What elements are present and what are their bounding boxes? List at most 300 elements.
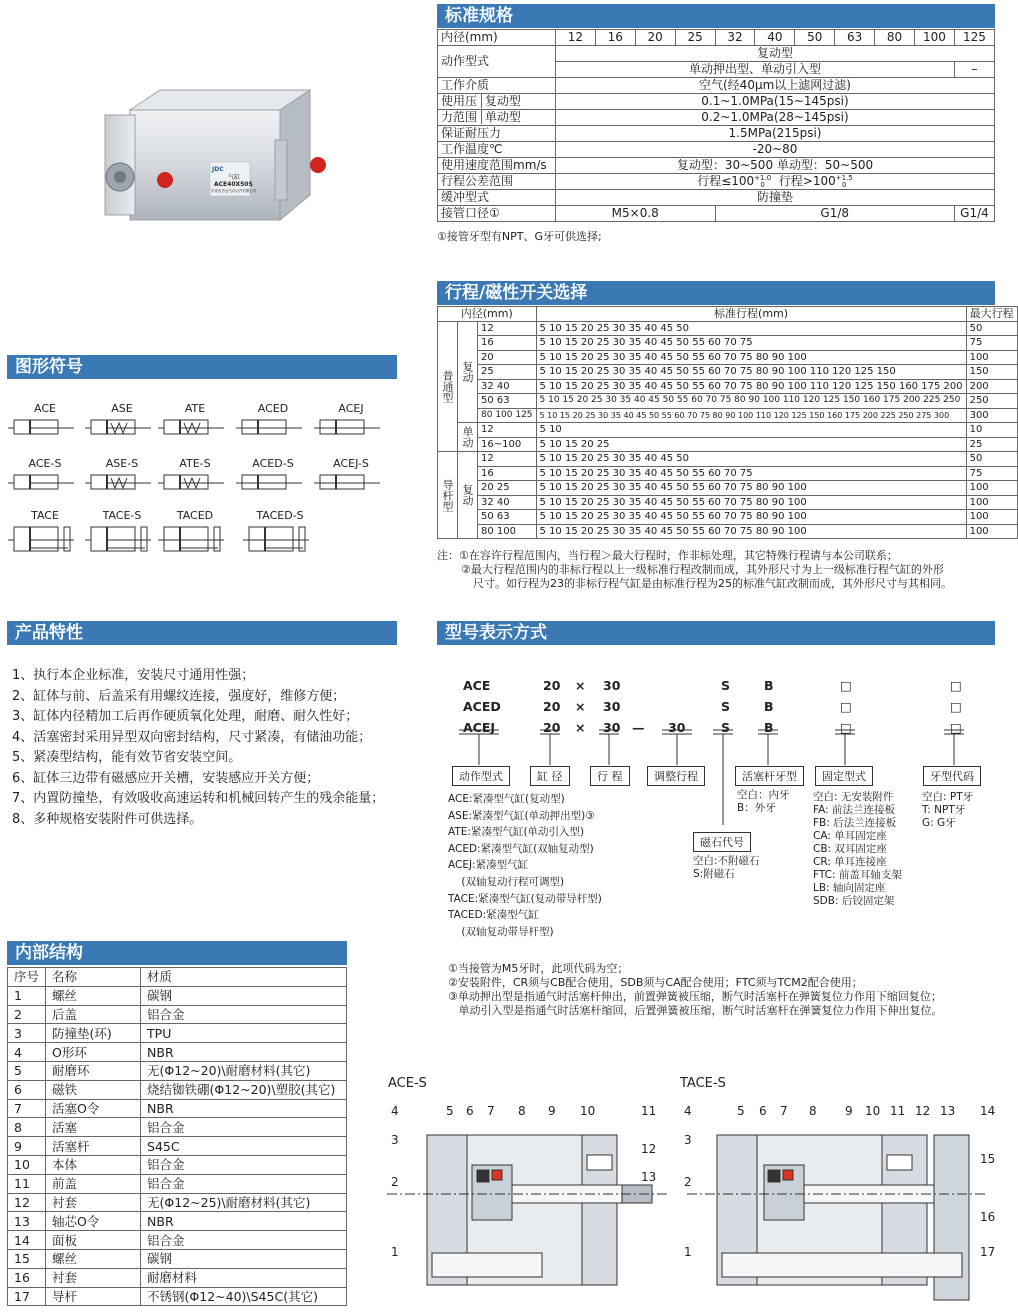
model-code-cell: × — [575, 678, 586, 693]
tol-2-sup: +1.5 — [835, 173, 853, 182]
model-box-port: 牙型代码 — [923, 766, 981, 786]
spec-proof-label: 保证耐压力 — [438, 126, 556, 142]
symbol-ace-icon — [8, 417, 78, 439]
bore-cell: 25 — [478, 365, 537, 380]
max-cell: 100 — [966, 481, 1017, 496]
inner-name-cell: 衬套 — [46, 1193, 141, 1212]
inner-row — [8, 1080, 347, 1099]
inner-name-cell: 防撞垫(环) — [46, 1024, 141, 1043]
spec-action-label: 动作型式 — [438, 46, 556, 78]
symbol-label-acej-s: ACEJ-S — [333, 457, 369, 470]
inner-header: 内部结构 — [7, 941, 347, 965]
inner-mat-cell: 无(Φ12~25)\耐磨材料(其它) — [141, 1193, 347, 1212]
inner-no-cell: 14 — [8, 1231, 46, 1250]
model-code-cell: □ — [840, 720, 852, 735]
max-cell: 50 — [966, 321, 1017, 336]
inner-h-name: 名称 — [46, 968, 141, 987]
model-code-cell: — — [632, 720, 645, 735]
inner-row — [8, 1155, 347, 1174]
inner-row — [8, 1061, 347, 1080]
callout-number: 9 — [548, 1104, 556, 1118]
type-single: 单动 — [458, 423, 478, 452]
action-item: ACED:紧凑型气缸(双轴复动型) — [448, 842, 594, 855]
max-cell: 200 — [966, 379, 1017, 394]
action-item: ASE:紧凑型气缸(单动押出型)③ — [448, 809, 595, 822]
callout-number: 6 — [466, 1104, 474, 1118]
callout-number: 7 — [780, 1104, 788, 1118]
stroke-cell: 5 10 15 20 25 30 35 40 45 50 — [536, 452, 966, 467]
stroke-cell: 5 10 15 20 25 30 35 40 45 50 — [536, 321, 966, 336]
inner-mat-cell: 烧结铷铁硼(Φ12~20)\塑胶(其它) — [141, 1080, 347, 1099]
features-list — [12, 666, 384, 830]
bore-cell: 16~100 — [478, 437, 537, 452]
mag-item: 空白:不附磁石 — [693, 855, 760, 867]
callout-number: 6 — [759, 1104, 767, 1118]
bore-cell: 125 — [954, 30, 994, 46]
action-item: (双轴复动带导杆型) — [448, 925, 554, 938]
spec-action-2: 单动押出型、单动引入型 — [555, 62, 954, 78]
inner-no-cell: 8 — [8, 1118, 46, 1137]
mag-item: S:附磁石 — [693, 868, 735, 880]
model-code-cell: ACEJ — [463, 720, 496, 735]
inner-name-cell: 前盖 — [46, 1174, 141, 1193]
inner-row — [8, 1024, 347, 1043]
spec-medium-value: 空气(经40μm以上滤网过滤) — [555, 78, 994, 94]
spec-temp-label: 工作温度℃ — [438, 142, 556, 158]
callout-number: 8 — [809, 1104, 817, 1118]
features-header: 产品特性 — [7, 621, 397, 645]
mount-item: FA: 前法兰连接板 — [813, 804, 895, 816]
tol-1-sup: +1.0 — [754, 173, 772, 182]
symbol-label-ate-s: ATE-S — [179, 457, 211, 470]
symbol-label-ase-s: ASE-S — [105, 457, 139, 470]
model-note: ③单动押出型是指通气时活塞杆伸出，前置弹簧被压缩，断气时活塞杆在弹簧复位力作用下缩回复位； — [448, 990, 942, 1003]
max-cell: 25 — [966, 437, 1017, 452]
symbol-label-ace-s: ACE-S — [28, 457, 62, 470]
stroke-cell: 5 10 15 20 25 30 35 40 45 50 55 60 70 75 80 90 100 — [536, 510, 966, 525]
spec-cushion-value: 防撞垫 — [555, 190, 994, 206]
inner-name-cell: 螺丝 — [46, 1249, 141, 1268]
stroke-cell: 5 10 15 20 25 30 35 40 45 50 55 60 70 75 80 90 100 110 120 125 150 160 175 200 — [536, 379, 966, 394]
inner-no-cell: 1 — [8, 986, 46, 1005]
callout-number: 11 — [641, 1104, 657, 1118]
symbol-label-taced-s: TACED-S — [256, 509, 304, 522]
stroke-cell: 5 10 15 20 25 30 35 40 45 50 55 60 70 75 80 90 100 — [536, 481, 966, 496]
max-cell: 100 — [966, 524, 1017, 539]
mount-item: SDB: 后铰固定架 — [813, 895, 895, 907]
spec-header: 标准规格 — [437, 4, 995, 28]
model-code-cell: B — [764, 720, 774, 735]
symbol-acej-icon — [314, 417, 384, 439]
action-item: TACED:紧凑型气缸 — [448, 909, 539, 922]
bore-cell: 25 — [675, 30, 715, 46]
max-cell: 300 — [966, 408, 1017, 423]
symbol-taced-s-icon — [243, 524, 313, 556]
port-item: T: NPT牙 — [922, 804, 966, 816]
symbol-ase-icon — [85, 417, 155, 439]
inner-mat-cell: 铝合金 — [141, 1005, 347, 1024]
inner-mat-cell: 不锈钢(Φ12~40)\S45C(其它) — [141, 1287, 347, 1306]
bore-cell: 50 — [795, 30, 835, 46]
callout-number: 4 — [684, 1104, 692, 1118]
symbol-tace-s-icon — [85, 524, 155, 556]
inner-no-cell: 3 — [8, 1024, 46, 1043]
stroke-note-3: 尺寸。如行程为23的非标行程气缸是由标准行程为25的标准气缸改制而成，其外形尺寸与其相同。 — [473, 577, 952, 590]
stroke-h-max: 最大行程 — [966, 307, 1017, 322]
callout-number: 9 — [845, 1104, 853, 1118]
model-code-cell: 20 — [543, 678, 561, 693]
stroke-cell: 5 10 15 20 25 30 35 40 45 50 55 60 70 75 80 90 100 110 120 125 150 — [536, 365, 966, 380]
inner-row — [8, 1249, 347, 1268]
inner-name-cell: 面板 — [46, 1231, 141, 1250]
inner-name-cell: 导杆 — [46, 1287, 141, 1306]
feature-item: 8、多种规格安装附件可供选择。 — [12, 811, 203, 827]
inner-no-cell: 16 — [8, 1268, 46, 1287]
feature-item: 5、紧凑型结构，能有效节省安装空间。 — [12, 750, 242, 765]
spec-press-label-a — [438, 94, 556, 110]
inner-h-no: 序号 — [8, 968, 46, 987]
inner-mat-cell: TPU — [141, 1024, 347, 1043]
inner-mat-cell: 铝合金 — [141, 1174, 347, 1193]
inner-name-cell: 本体 — [46, 1155, 141, 1174]
press-b: 力范围 — [441, 110, 478, 124]
model-code-cell: S — [721, 678, 731, 693]
inner-row — [8, 1118, 347, 1137]
action-item: ACE:紧凑型气缸(复动型) — [448, 793, 565, 805]
symbol-acej-s-icon — [314, 472, 384, 494]
inner-name-cell: 后盖 — [46, 1005, 141, 1024]
inner-row — [8, 1212, 347, 1231]
thread-list — [737, 789, 790, 815]
inner-mat-cell: NBR — [141, 1043, 347, 1062]
model-box-thread: 活塞杆牙型 — [735, 766, 804, 786]
bore-cell: 50 63 — [478, 510, 537, 525]
bore-cell: 32 — [715, 30, 755, 46]
mount-item: FTC: 前盖耳轴支架 — [813, 869, 902, 881]
inner-no-cell: 6 — [8, 1080, 46, 1099]
symbol-ase-s-icon — [85, 472, 155, 494]
model-note: ①当接管为M5牙时，此项代码为空； — [448, 962, 629, 975]
inner-mat-cell: 无(Φ12~20)\耐磨材料(其它) — [141, 1061, 347, 1080]
spec-port-1: M5×0.8 — [555, 206, 715, 222]
symbol-ate-s-icon — [158, 472, 228, 494]
spec-port-2: G1/8 — [715, 206, 954, 222]
model-code-cell: 30 — [603, 699, 621, 714]
spec-tol-label: 行程公差范围 — [438, 174, 556, 190]
inner-name-cell: 活塞O令 — [46, 1099, 141, 1118]
stroke-h-std: 标准行程(mm) — [536, 307, 966, 322]
action-list — [448, 791, 602, 940]
product-photo — [90, 80, 350, 250]
feature-item: 7、内置防撞垫，有效吸收高速运转和机械回转产生的残余能量； — [12, 791, 385, 806]
spec-speed-label: 使用速度范围mm/s — [438, 158, 556, 174]
symbol-label-acej: ACEJ — [338, 402, 364, 415]
model-code-cell: ACE — [463, 678, 491, 693]
inner-name-cell: 活塞 — [46, 1118, 141, 1137]
symbol-label-tace-s: TACE-S — [102, 509, 142, 522]
stroke-note-1: 注：①在容许行程范围内，当行程＞最大行程时，作非标处理，其它特殊行程请与本公司联系； — [437, 549, 898, 562]
max-cell: 100 — [966, 350, 1017, 365]
stroke-cell: 5 10 15 20 25 30 35 40 45 50 55 60 70 75 80 90 100 110 120 125 150 160 175 200 225 250 275 300 — [536, 408, 966, 423]
callout-number: 2 — [684, 1175, 692, 1189]
inner-row — [8, 1099, 347, 1118]
max-cell: 10 — [966, 423, 1017, 438]
symbol-label-ate: ATE — [184, 402, 206, 415]
stroke-header: 行程/磁性开关选择 — [437, 281, 995, 305]
type-double-guide: 复动 — [458, 452, 478, 539]
label-model: ACE40X50S — [214, 181, 253, 188]
symbol-label-tace: TACE — [31, 509, 59, 522]
bore-cell: 80 100 125 — [478, 408, 537, 423]
bore-cell: 63 — [835, 30, 875, 46]
bore-cell: 12 — [478, 452, 537, 467]
inner-name-cell: 磁铁 — [46, 1080, 141, 1099]
bore-cell: 12 — [478, 321, 537, 336]
inner-name-cell: 活塞杆 — [46, 1137, 141, 1156]
stroke-note-2: ②最大行程范围内的非标行程以上一级标准行程改制而成，其外形尺寸为上一级标准行程气缸的外形 — [461, 563, 944, 576]
max-cell: 100 — [966, 495, 1017, 510]
model-box-mag: 磁石代号 — [693, 832, 751, 852]
inner-no-cell: 5 — [8, 1061, 46, 1080]
model-code-cell: □ — [840, 678, 852, 693]
model-code-cell: ACED — [463, 699, 501, 714]
model-box-mount: 固定型式 — [815, 766, 873, 786]
spec-press-label-b — [438, 110, 556, 126]
model-code-cell: □ — [840, 699, 852, 714]
group-normal: 普通型 — [438, 321, 458, 452]
callout-number: 3 — [684, 1133, 692, 1147]
spec-proof-value: 1.5MPa(215psi) — [555, 126, 994, 142]
inner-row — [8, 1174, 347, 1193]
stroke-cell: 5 10 15 20 25 30 35 40 45 50 55 60 70 75 80 90 100 — [536, 524, 966, 539]
inner-name-cell: 轴芯O令 — [46, 1212, 141, 1231]
max-cell: 75 — [966, 336, 1017, 351]
press-a: 使用压 — [441, 94, 478, 108]
inner-mat-cell: 碳钢 — [141, 986, 347, 1005]
spec-medium-label: 工作介质 — [438, 78, 556, 94]
press-d: 复动型 — [481, 94, 521, 108]
bore-cell: 16 — [595, 30, 635, 46]
stroke-table — [437, 306, 1018, 539]
callout-number: 5 — [446, 1104, 454, 1118]
symbol-label-ace: ACE — [34, 402, 56, 415]
callout-number: 11 — [890, 1104, 906, 1118]
callout-number: 14 — [980, 1104, 996, 1118]
symbol-label-ase: ASE — [111, 402, 133, 415]
symbol-ace-s-icon — [8, 472, 78, 494]
symbol-taced-icon — [158, 524, 228, 556]
model-box-action: 动作型式 — [452, 766, 510, 786]
stroke-cell: 5 10 15 20 25 30 35 40 45 50 55 60 70 75 80 90 100 — [536, 495, 966, 510]
port-item: 空白: PT牙 — [922, 791, 974, 803]
label-title: 气缸 — [228, 174, 241, 181]
bore-cell: 32 40 — [478, 379, 537, 394]
callout-number: 17 — [980, 1245, 996, 1259]
max-cell: 50 — [966, 452, 1017, 467]
symbol-label-aced: ACED — [257, 402, 289, 415]
spec-port-label: 接管口径① — [438, 206, 556, 222]
model-code-cell: 30 — [603, 678, 621, 693]
callout-number: 13 — [641, 1170, 657, 1184]
callout-number: 10 — [580, 1104, 596, 1118]
callout-number: 5 — [737, 1104, 745, 1118]
inner-table — [7, 967, 347, 1306]
inner-no-cell: 11 — [8, 1174, 46, 1193]
tol-2: 行程>100 — [778, 174, 836, 188]
spec-temp-value: -20~80 — [555, 142, 994, 158]
bore-cell: 12 — [478, 423, 537, 438]
action-item: ATE:紧凑型气缸(单动引入型) — [448, 826, 585, 839]
inner-mat-cell: NBR — [141, 1099, 347, 1118]
max-cell: 100 — [966, 510, 1017, 525]
model-notes — [448, 962, 943, 1018]
model-code-cell: × — [575, 699, 586, 714]
bore-cell: 20 — [635, 30, 675, 46]
spec-press-s-value: 0.2~1.0MPa(28~145psi) — [555, 110, 994, 126]
callout-number: 16 — [980, 1210, 996, 1224]
inner-row — [8, 1005, 347, 1024]
bore-cell: 16 — [478, 336, 537, 351]
inner-no-cell: 10 — [8, 1155, 46, 1174]
bore-cell: 80 — [875, 30, 915, 46]
label-company: 东莞市杰达气动元件有限公司 — [211, 189, 257, 193]
model-code-cell: B — [764, 678, 774, 693]
max-cell: 250 — [966, 394, 1017, 409]
callout-number: 7 — [487, 1104, 495, 1118]
model-note: ②安装附件，CR须与CB配合使用，SDB须与CA配合使用；FTC须与TCM2配合使用； — [448, 976, 863, 989]
feature-item: 2、缸体与前、后盖采有用螺纹连接，强度好，维修方便； — [12, 688, 346, 704]
bore-cell: 50 63 — [478, 394, 537, 409]
model-box-bore: 缸 径 — [530, 766, 570, 786]
tol-1-sub: 0 — [760, 180, 765, 189]
mount-item: LB: 轴向固定座 — [813, 882, 886, 894]
model-code-cell: S — [721, 720, 731, 735]
model-code-cell: 30 — [603, 720, 621, 735]
bore-cell: 80 100 — [478, 524, 537, 539]
spec-cushion-label: 缓冲型式 — [438, 190, 556, 206]
callout-number: 13 — [940, 1104, 956, 1118]
thread-item: B：外牙 — [737, 802, 776, 814]
symbol-ate-icon — [158, 417, 228, 439]
model-code-cell: 30 — [668, 720, 686, 735]
stroke-h-bore: 内径(mm) — [438, 307, 537, 322]
spec-bore-row — [438, 30, 995, 46]
symbol-label-aced-s: ACED-S — [252, 457, 294, 470]
model-header: 型号表示方式 — [437, 621, 995, 645]
inner-mat-cell: 铝合金 — [141, 1155, 347, 1174]
inner-mat-cell: NBR — [141, 1212, 347, 1231]
bore-cell: 20 25 — [478, 481, 537, 496]
inner-row — [8, 1193, 347, 1212]
callout-number: 8 — [518, 1104, 526, 1118]
inner-mat-cell: 铝合金 — [141, 1118, 347, 1137]
inner-mat-cell: 碳钢 — [141, 1249, 347, 1268]
stroke-cell: 5 10 15 20 25 30 35 40 45 50 55 60 70 75 — [536, 466, 966, 481]
inner-no-cell: 17 — [8, 1287, 46, 1306]
inner-mat-cell: 铝合金 — [141, 1231, 347, 1250]
inner-no-cell: 9 — [8, 1137, 46, 1156]
inner-mat-cell: 耐磨材料 — [141, 1268, 347, 1287]
mount-item: CB: 双耳固定座 — [813, 843, 887, 855]
stroke-cell: 5 10 15 20 25 30 35 40 45 50 55 60 70 75 — [536, 336, 966, 351]
drawing-tace-s-title: TACE-S — [680, 1076, 726, 1091]
model-code-cell: □ — [950, 720, 962, 735]
press-s: 单动型 — [481, 110, 521, 124]
symbol-aced-s-icon — [236, 472, 306, 494]
feature-item: 6、缸体三边带有磁感应开关槽，安装感应开关方便； — [12, 770, 320, 786]
stroke-cell: 5 10 15 20 25 30 35 40 45 50 55 60 70 75 80 90 100 — [536, 350, 966, 365]
callout-number: 15 — [980, 1152, 996, 1166]
callout-number: 12 — [641, 1142, 657, 1156]
spec-action-2b: – — [954, 62, 994, 78]
mount-list — [813, 791, 902, 908]
model-code-cell: □ — [950, 678, 962, 693]
inner-mat-cell: S45C — [141, 1137, 347, 1156]
inner-row — [8, 1137, 347, 1156]
label-brand: JDC — [212, 166, 224, 173]
tol-1: 行程≤100 — [697, 174, 755, 188]
model-code-cell: S — [721, 699, 731, 714]
bore-cell: 16 — [478, 466, 537, 481]
spec-tol-value — [555, 174, 994, 190]
bore-cell: 12 — [555, 30, 595, 46]
inner-row — [8, 1043, 347, 1062]
spec-bore-label: 内径(mm) — [438, 30, 556, 46]
callout-number: 4 — [391, 1104, 399, 1118]
model-code-cell: × — [575, 720, 586, 735]
action-item: TACE:紧凑型气缸(复动带导杆型) — [448, 892, 602, 905]
inner-name-cell: O形环 — [46, 1043, 141, 1062]
inner-row — [8, 1231, 347, 1250]
port-list — [922, 791, 973, 830]
inner-row — [8, 1287, 347, 1306]
bore-cell: 100 — [914, 30, 954, 46]
feature-item: 4、活塞密封采用异型双向密封结构，尺寸紧凑，有储油功能； — [12, 729, 372, 745]
spec-port-3: G1/4 — [954, 206, 994, 222]
model-code-cell: B — [764, 699, 774, 714]
feature-item: 1、执行本企业标准，安装尺寸通用性强； — [12, 668, 255, 683]
mag-list — [693, 855, 760, 881]
callout-number: 12 — [915, 1104, 931, 1118]
inner-no-cell: 2 — [8, 1005, 46, 1024]
inner-no-cell: 13 — [8, 1212, 46, 1231]
inner-name-cell: 螺丝 — [46, 986, 141, 1005]
stroke-cell: 5 10 15 20 25 30 35 40 45 50 55 60 70 75 80 90 100 110 120 125 150 160 175 200 225 250 — [536, 394, 966, 409]
bore-cell: 32 40 — [478, 495, 537, 510]
callout-number: 2 — [391, 1175, 399, 1189]
model-code-cell: 20 — [543, 699, 561, 714]
spec-note: ①接管牙型有NPT、G牙可供选择; — [437, 230, 602, 243]
inner-name-cell: 耐磨环 — [46, 1061, 141, 1080]
drawing-ace-s — [382, 1095, 672, 1310]
action-item: ACEJ:紧凑型气缸 — [448, 859, 529, 872]
drawing-tace-s — [682, 1095, 997, 1310]
stroke-cell: 5 10 — [536, 423, 966, 438]
inner-no-cell: 4 — [8, 1043, 46, 1062]
inner-row — [8, 1268, 347, 1287]
spec-speed-value: 复动型：30~500 单动型：50~500 — [555, 158, 994, 174]
tol-2-sub: 0 — [842, 180, 847, 189]
spec-press-d-value: 0.1~1.0MPa(15~145psi) — [555, 94, 994, 110]
inner-name-cell: 衬套 — [46, 1268, 141, 1287]
max-cell: 150 — [966, 365, 1017, 380]
inner-no-cell: 12 — [8, 1193, 46, 1212]
symbol-label-taced: TACED — [176, 509, 214, 522]
port-item: G: G牙 — [922, 817, 956, 829]
callout-number: 1 — [684, 1245, 692, 1259]
model-code-cell: □ — [950, 699, 962, 714]
inner-no-cell: 15 — [8, 1249, 46, 1268]
